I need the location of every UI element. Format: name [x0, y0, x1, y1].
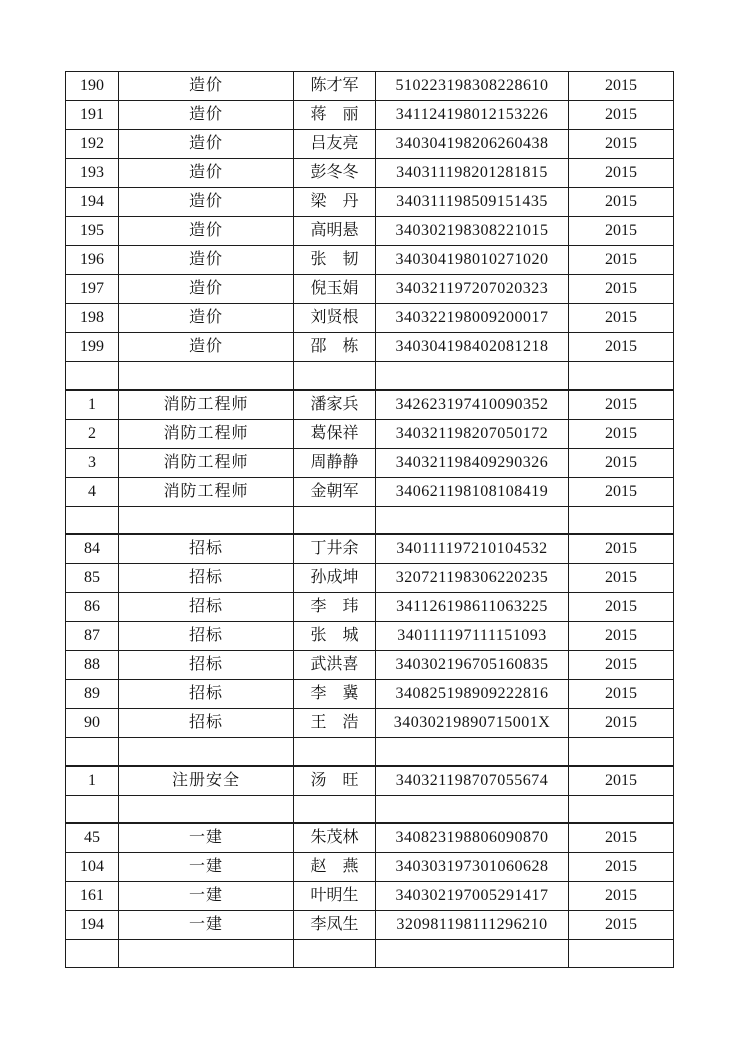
- category-cell: 招标: [119, 564, 294, 593]
- year-cell: 2015: [569, 651, 674, 680]
- year-cell: 2015: [569, 72, 674, 101]
- row-number-cell: 2: [66, 419, 119, 448]
- row-number-cell: 196: [66, 246, 119, 275]
- row-number-cell: 197: [66, 275, 119, 304]
- empty-cell: [66, 362, 119, 390]
- empty-cell: [66, 738, 119, 766]
- id-number-cell: 340311198201281815: [376, 159, 569, 188]
- row-number-cell: 190: [66, 72, 119, 101]
- row-number-cell: 89: [66, 680, 119, 709]
- category-cell: 一建: [119, 823, 294, 853]
- table-row: [66, 448, 674, 477]
- row-number-cell: 199: [66, 333, 119, 362]
- name-cell: 潘家兵: [294, 390, 376, 420]
- empty-cell: [119, 362, 294, 390]
- separator-row: [66, 506, 674, 534]
- year-cell: 2015: [569, 766, 674, 796]
- category-cell: 招标: [119, 622, 294, 651]
- empty-cell: [119, 795, 294, 823]
- separator-row: [66, 940, 674, 968]
- name-cell: 邵 栋: [294, 333, 376, 362]
- name-cell: 朱茂林: [294, 823, 376, 853]
- table-row: [66, 911, 674, 940]
- year-cell: 2015: [569, 593, 674, 622]
- category-cell: 造价: [119, 188, 294, 217]
- table-row: [66, 159, 674, 188]
- name-cell: 张 韧: [294, 246, 376, 275]
- year-cell: 2015: [569, 680, 674, 709]
- id-number-cell: 342623197410090352: [376, 390, 569, 420]
- name-cell: 蒋 丽: [294, 101, 376, 130]
- empty-cell: [294, 795, 376, 823]
- id-number-cell: 340621198108108419: [376, 477, 569, 506]
- table-row: [66, 130, 674, 159]
- id-number-cell: 340825198909222816: [376, 680, 569, 709]
- empty-cell: [569, 362, 674, 390]
- id-number-cell: 34030219890715001X: [376, 709, 569, 738]
- category-cell: 造价: [119, 72, 294, 101]
- name-cell: 吕友亮: [294, 130, 376, 159]
- row-number-cell: 194: [66, 188, 119, 217]
- table-row: [66, 275, 674, 304]
- table-row: [66, 419, 674, 448]
- category-cell: 注册安全: [119, 766, 294, 796]
- table-row: [66, 304, 674, 333]
- year-cell: 2015: [569, 448, 674, 477]
- name-cell: 张 城: [294, 622, 376, 651]
- category-cell: 造价: [119, 217, 294, 246]
- name-cell: 周静静: [294, 448, 376, 477]
- category-cell: 招标: [119, 709, 294, 738]
- name-cell: 孙成坤: [294, 564, 376, 593]
- empty-cell: [376, 362, 569, 390]
- category-cell: 造价: [119, 101, 294, 130]
- table-row: [66, 680, 674, 709]
- row-number-cell: 104: [66, 853, 119, 882]
- table-row: [66, 709, 674, 738]
- category-cell: 造价: [119, 130, 294, 159]
- empty-cell: [376, 738, 569, 766]
- row-number-cell: 84: [66, 534, 119, 564]
- separator-row: [66, 738, 674, 766]
- id-number-cell: 340111197210104532: [376, 534, 569, 564]
- row-number-cell: 86: [66, 593, 119, 622]
- row-number-cell: 90: [66, 709, 119, 738]
- row-number-cell: 192: [66, 130, 119, 159]
- empty-cell: [569, 738, 674, 766]
- table-row: [66, 333, 674, 362]
- table-row: [66, 651, 674, 680]
- table-row: [66, 853, 674, 882]
- id-number-cell: 340111197111151093: [376, 622, 569, 651]
- id-number-cell: 320721198306220235: [376, 564, 569, 593]
- name-cell: 李 冀: [294, 680, 376, 709]
- year-cell: 2015: [569, 882, 674, 911]
- id-number-cell: 340302198308221015: [376, 217, 569, 246]
- id-number-cell: 340303197301060628: [376, 853, 569, 882]
- empty-cell: [376, 940, 569, 968]
- table-row: [66, 246, 674, 275]
- table-row: [66, 622, 674, 651]
- id-number-cell: 510223198308228610: [376, 72, 569, 101]
- table-row: [66, 72, 674, 101]
- name-cell: 高明悬: [294, 217, 376, 246]
- empty-cell: [66, 940, 119, 968]
- id-number-cell: 340302197005291417: [376, 882, 569, 911]
- name-cell: 赵 燕: [294, 853, 376, 882]
- table-row: [66, 534, 674, 564]
- name-cell: 李凤生: [294, 911, 376, 940]
- empty-cell: [119, 940, 294, 968]
- year-cell: 2015: [569, 622, 674, 651]
- name-cell: 陈才军: [294, 72, 376, 101]
- category-cell: 造价: [119, 159, 294, 188]
- category-cell: 造价: [119, 304, 294, 333]
- category-cell: 招标: [119, 593, 294, 622]
- name-cell: 金朝军: [294, 477, 376, 506]
- row-number-cell: 87: [66, 622, 119, 651]
- id-number-cell: 340321198207050172: [376, 419, 569, 448]
- name-cell: 刘贤根: [294, 304, 376, 333]
- table-row: [66, 882, 674, 911]
- category-cell: 招标: [119, 680, 294, 709]
- year-cell: 2015: [569, 477, 674, 506]
- row-number-cell: 85: [66, 564, 119, 593]
- year-cell: 2015: [569, 823, 674, 853]
- row-number-cell: 1: [66, 390, 119, 420]
- year-cell: 2015: [569, 419, 674, 448]
- category-cell: 招标: [119, 651, 294, 680]
- category-cell: 造价: [119, 275, 294, 304]
- year-cell: 2015: [569, 333, 674, 362]
- empty-cell: [376, 795, 569, 823]
- separator-row: [66, 795, 674, 823]
- year-cell: 2015: [569, 304, 674, 333]
- category-cell: 消防工程师: [119, 390, 294, 420]
- empty-cell: [294, 940, 376, 968]
- id-number-cell: 340304198402081218: [376, 333, 569, 362]
- year-cell: 2015: [569, 564, 674, 593]
- empty-cell: [66, 795, 119, 823]
- id-number-cell: 340311198509151435: [376, 188, 569, 217]
- row-number-cell: 45: [66, 823, 119, 853]
- name-cell: 梁 丹: [294, 188, 376, 217]
- row-number-cell: 193: [66, 159, 119, 188]
- category-cell: 一建: [119, 911, 294, 940]
- row-number-cell: 195: [66, 217, 119, 246]
- name-cell: 倪玉娟: [294, 275, 376, 304]
- year-cell: 2015: [569, 159, 674, 188]
- row-number-cell: 161: [66, 882, 119, 911]
- name-cell: 武洪喜: [294, 651, 376, 680]
- year-cell: 2015: [569, 217, 674, 246]
- table-row: [66, 188, 674, 217]
- row-number-cell: 3: [66, 448, 119, 477]
- table-row: [66, 564, 674, 593]
- year-cell: 2015: [569, 130, 674, 159]
- id-number-cell: 340302196705160835: [376, 651, 569, 680]
- name-cell: 葛保祥: [294, 419, 376, 448]
- year-cell: 2015: [569, 101, 674, 130]
- category-cell: 消防工程师: [119, 448, 294, 477]
- category-cell: 一建: [119, 882, 294, 911]
- name-cell: 王 浩: [294, 709, 376, 738]
- empty-cell: [66, 506, 119, 534]
- id-number-cell: 340321198707055674: [376, 766, 569, 796]
- id-number-cell: 340304198206260438: [376, 130, 569, 159]
- separator-row: [66, 362, 674, 390]
- empty-cell: [119, 738, 294, 766]
- id-number-cell: 340321197207020323: [376, 275, 569, 304]
- row-number-cell: 198: [66, 304, 119, 333]
- table-row: [66, 766, 674, 796]
- category-cell: 招标: [119, 534, 294, 564]
- name-cell: 彭冬冬: [294, 159, 376, 188]
- category-cell: 消防工程师: [119, 419, 294, 448]
- year-cell: 2015: [569, 853, 674, 882]
- category-cell: 消防工程师: [119, 477, 294, 506]
- category-cell: 造价: [119, 333, 294, 362]
- name-cell: 汤 旺: [294, 766, 376, 796]
- id-number-cell: 340304198010271020: [376, 246, 569, 275]
- category-cell: 造价: [119, 246, 294, 275]
- row-number-cell: 191: [66, 101, 119, 130]
- year-cell: 2015: [569, 188, 674, 217]
- registry-table-body: [66, 72, 674, 968]
- registry-table: [65, 71, 674, 968]
- id-number-cell: 340322198009200017: [376, 304, 569, 333]
- empty-cell: [569, 506, 674, 534]
- table-row: [66, 101, 674, 130]
- table-row: [66, 477, 674, 506]
- row-number-cell: 1: [66, 766, 119, 796]
- empty-cell: [569, 795, 674, 823]
- name-cell: 李 玮: [294, 593, 376, 622]
- year-cell: 2015: [569, 246, 674, 275]
- name-cell: 丁井余: [294, 534, 376, 564]
- year-cell: 2015: [569, 275, 674, 304]
- row-number-cell: 194: [66, 911, 119, 940]
- empty-cell: [294, 738, 376, 766]
- empty-cell: [294, 362, 376, 390]
- empty-cell: [294, 506, 376, 534]
- year-cell: 2015: [569, 534, 674, 564]
- year-cell: 2015: [569, 911, 674, 940]
- id-number-cell: 340823198806090870: [376, 823, 569, 853]
- empty-cell: [119, 506, 294, 534]
- id-number-cell: 341124198012153226: [376, 101, 569, 130]
- row-number-cell: 88: [66, 651, 119, 680]
- name-cell: 叶明生: [294, 882, 376, 911]
- table-row: [66, 217, 674, 246]
- table-row: [66, 823, 674, 853]
- id-number-cell: 340321198409290326: [376, 448, 569, 477]
- year-cell: 2015: [569, 709, 674, 738]
- category-cell: 一建: [119, 853, 294, 882]
- table-row: [66, 390, 674, 420]
- empty-cell: [376, 506, 569, 534]
- id-number-cell: 320981198111296210: [376, 911, 569, 940]
- id-number-cell: 341126198611063225: [376, 593, 569, 622]
- table-row: [66, 593, 674, 622]
- empty-cell: [569, 940, 674, 968]
- year-cell: 2015: [569, 390, 674, 420]
- row-number-cell: 4: [66, 477, 119, 506]
